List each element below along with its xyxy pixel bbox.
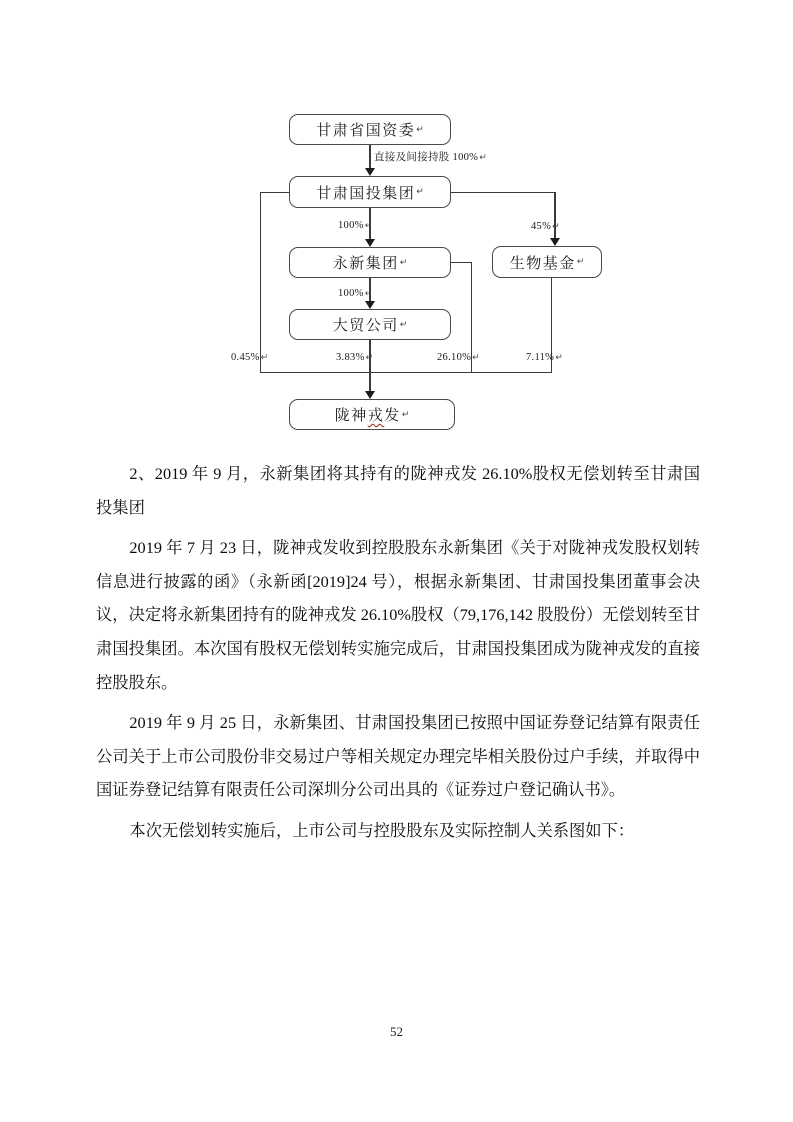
edge-label-gtjt-yxjt-100: 100%↵: [338, 220, 373, 231]
paragraph-mark: ↵: [576, 257, 585, 267]
paragraph-mark: ↵: [364, 221, 373, 231]
paragraph-mark: ↵: [555, 353, 563, 363]
paragraph-mark: ↵: [399, 257, 408, 268]
paragraph-mark: ↵: [260, 353, 269, 363]
node-damao-company: 大贸公司 ↵: [289, 309, 451, 340]
arrow-down-icon: [365, 391, 375, 399]
paragraph-mark: ↵: [416, 187, 424, 197]
connector-gtjt-lssf-vert: [260, 192, 261, 372]
paragraph-mark: ↵: [472, 353, 480, 363]
connector-gtjt-swjj-horiz: [451, 192, 556, 193]
node-longshen-rongfa: 陇神 戎 发 ↵: [289, 399, 455, 430]
ownership-structure-diagram: [0, 0, 793, 445]
edge-label-swjj-lssf-711: 7.11%↵: [526, 352, 563, 363]
edge-label-yxjt-dmgs-100: 100%↵: [338, 288, 373, 299]
edge-label-yxjt-lssf-2610: 26.10%↵: [437, 352, 480, 363]
edge-label-gtjt-swjj-45: 45%↵: [531, 221, 560, 232]
edge-label-dmgs-lssf-383: 3.83%↵: [336, 352, 374, 363]
paragraph-mark: ↵: [364, 289, 373, 299]
edge-label-gtjt-lssf-045: 0.45%↵: [231, 352, 269, 363]
arrow-down-icon: [365, 301, 375, 309]
arrow-down-icon: [365, 239, 375, 247]
paragraph-mark: ↵: [401, 409, 410, 420]
connector-merge-bus: [260, 372, 552, 373]
connector-yxjt-right-stub: [451, 262, 472, 263]
paragraph-mark: ↵: [479, 153, 487, 163]
node-gansu-guotou-group: 甘肃国投集团 ↵: [289, 176, 451, 208]
paragraph-mark: ↵: [552, 222, 560, 232]
paragraph-mark: ↵: [416, 124, 424, 135]
connector-gtjt-left-stub: [260, 192, 289, 193]
arrow-shaft-dmgs-lssf: [369, 340, 371, 391]
section-heading: 2、2019 年 9 月，永新集团将其持有的陇神戎发 26.10%股权无偿划转至甘肃国投集团: [96, 464, 700, 517]
edge-label-direct-indirect-100: 直接及间接持股 100%↵: [374, 152, 487, 163]
paragraph-transfer-decision: 2019 年 7 月 23 日，陇神戎发收到控股股东永新集团《关于对陇神戎发股权划转信息进行披露的函》（永新函[2019]24 号），根据永新集团、甘肃国投集团董事会决议，决定将永新集团持有的陇神戎发 26.10%股权（79,176,142 股股份）无偿划转至甘肃国投集团。本次国有股权无偿划转实施完成后，甘肃国投集团成为陇神戎发的直接控股股东。: [96, 538, 700, 692]
body-text: [96, 457, 700, 855]
spellcheck-underline: 戎: [367, 408, 385, 424]
arrow-shaft-gzw-gtjt: [369, 145, 371, 169]
paragraph-mark: ↵: [365, 353, 374, 363]
page-number: 52: [390, 1024, 403, 1039]
node-yongxin-group: 永新集团 ↵: [289, 247, 451, 278]
paragraph-registration-completed: 2019 年 9 月 25 日，永新集团、甘肃国投集团已按照中国证券登记结算有限责任公司关于上市公司股份非交易过户等相关规定办理完毕相关股份过户手续，并取得中国证券登记结算有限责任公司深圳分公司出具的《证券过户登记确认书》。: [96, 713, 700, 800]
arrow-down-icon: [365, 168, 375, 176]
paragraph-relationship-intro: 本次无偿划转实施后，上市公司与控股股东及实际控制人关系图如下：: [129, 820, 635, 840]
paragraph-mark: ↵: [399, 319, 408, 330]
node-biology-fund: 生物基金 ↵: [492, 246, 602, 278]
arrow-down-icon: [550, 238, 560, 246]
node-gansu-sasac: 甘肃省国资委 ↵: [289, 114, 451, 145]
